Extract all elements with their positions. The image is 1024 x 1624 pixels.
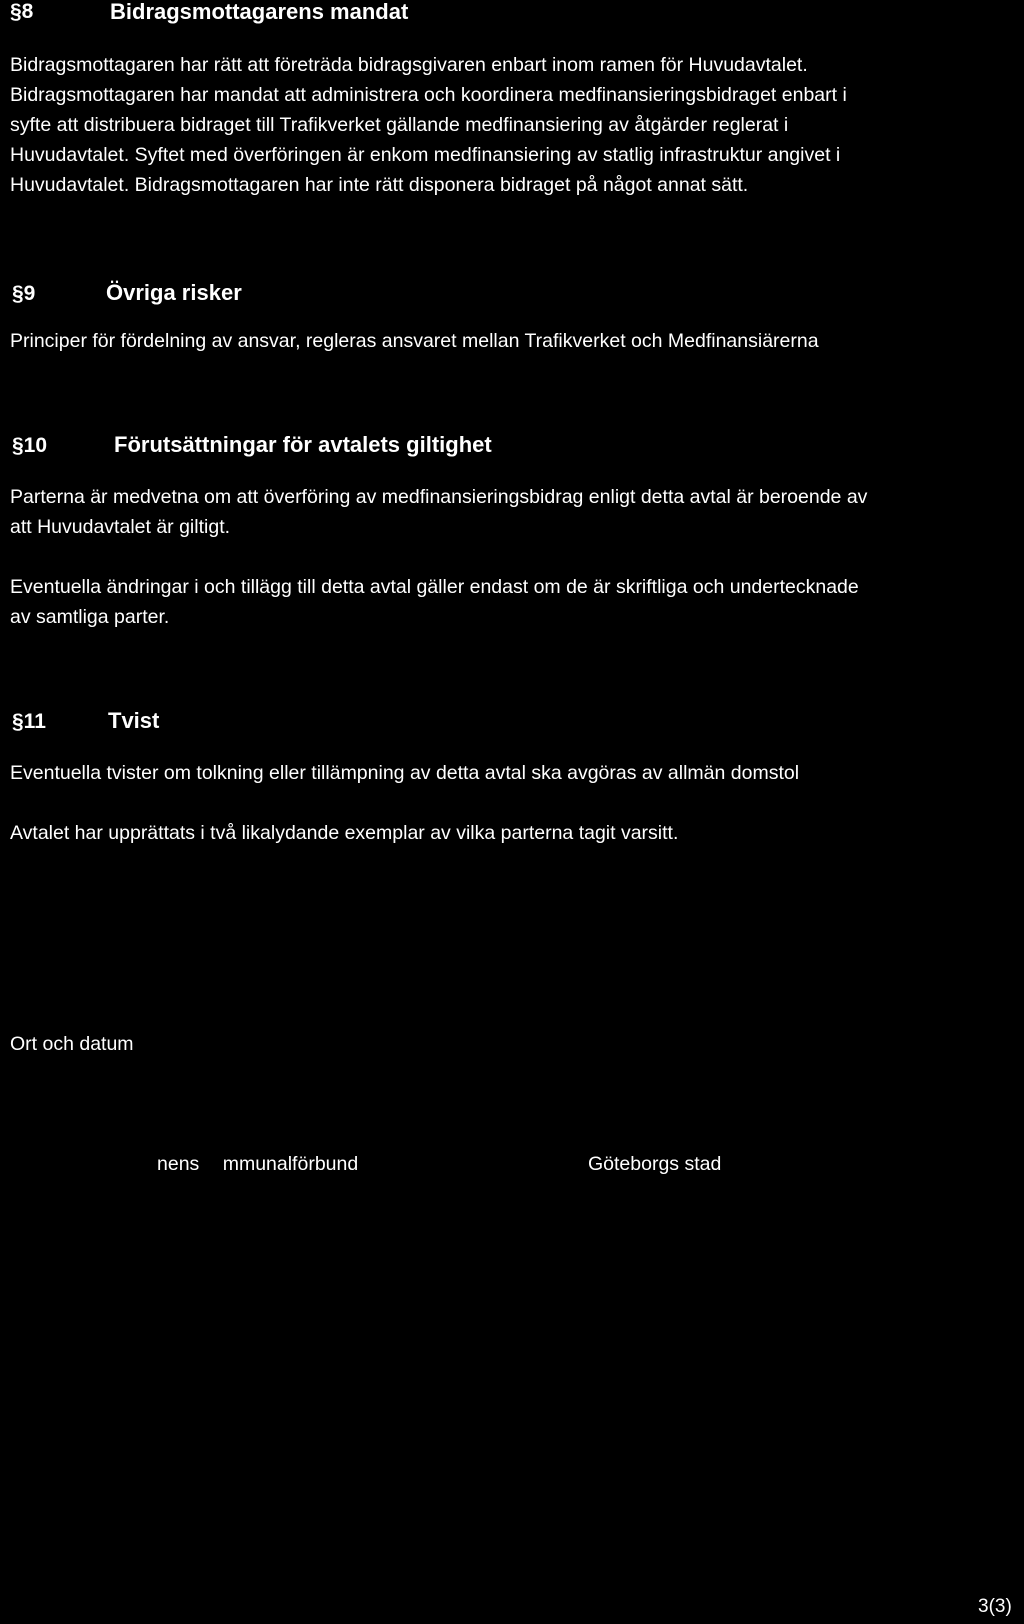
section-9-number: §9: [12, 282, 36, 305]
section-9-body: [10, 326, 1010, 356]
section-10-line: att Huvudavtalet är giltigt.: [10, 516, 231, 538]
section-8-number: §8: [10, 0, 34, 23]
section-11-paragraph-2: [10, 818, 1010, 848]
section-11-number: §11: [12, 710, 46, 733]
section-10-line: av samtliga parter.: [10, 606, 170, 628]
section-11-paragraph-1: [10, 758, 1010, 788]
section-8-line: Bidragsmottagaren har mandat att administrera och koordinera medfinansieringsbidraget enbart i: [10, 84, 847, 106]
section-8-title: Bidragsmottagarens mandat: [110, 0, 409, 24]
place-and-date-label: Ort och datum: [10, 1033, 134, 1055]
section-8-line: syfte att distribuera bidraget till Trafikverket gällande medfinansiering av åtgärder reglerat i: [10, 114, 789, 136]
page-number: 3(3): [978, 1596, 1012, 1617]
section-10-line: Parterna är medvetna om att överföring av medfinansieringsbidrag enligt detta avtal är beroende av: [10, 486, 868, 508]
signatory-party-left: nens mmunalförbund: [157, 1153, 359, 1175]
signatory-party-right: Göteborgs stad: [588, 1153, 722, 1175]
section-11-line: Avtalet har upprättats i två likalydande exemplar av vilka parterna tagit varsitt.: [10, 822, 679, 844]
section-9-title: Övriga risker: [106, 280, 242, 305]
section-10-paragraph-1: [10, 482, 1010, 542]
section-9-line: Principer för fördelning av ansvar, regleras ansvaret mellan Trafikverket och Medfinansiärerna: [10, 330, 819, 352]
section-8-line: Huvudavtalet. Syftet med överföringen är enkom medfinansiering av statlig infrastruktur angivet i: [10, 144, 841, 166]
section-8-line: Huvudavtalet. Bidragsmottagaren har inte rätt disponera bidraget på något annat sätt.: [10, 174, 749, 196]
section-10-title: Förutsättningar för avtalets giltighet: [114, 432, 492, 457]
section-11-line: Eventuella tvister om tolkning eller tillämpning av detta avtal ska avgöras av allmän domstol: [10, 762, 800, 784]
section-10-number: §10: [12, 434, 48, 457]
section-8-body: [10, 50, 1010, 200]
section-11-title: Tvist: [108, 708, 160, 733]
section-10-paragraph-2: [10, 572, 1010, 632]
section-10-line: Eventuella ändringar i och tillägg till detta avtal gäller endast om de är skriftliga och undertecknade: [10, 576, 859, 598]
section-8-line: Bidragsmottagaren har rätt att företräda bidragsgivaren enbart inom ramen för Huvudavtalet.: [10, 54, 808, 76]
